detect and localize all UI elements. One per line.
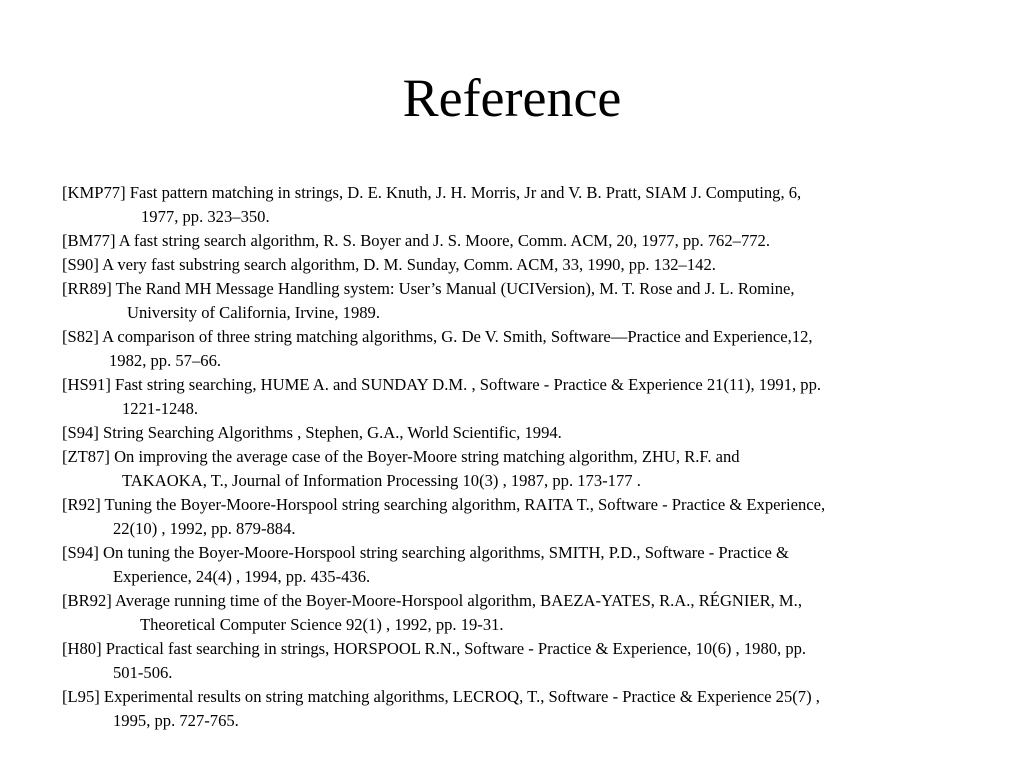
- reference-item: [62, 445, 992, 493]
- reference-line: [HS91] Fast string searching, HUME A. and SUNDAY D.M. , Software - Practice & Experience 21(11), 1991, pp.: [62, 375, 822, 394]
- reference-continuation: 1977, pp. 323–350.: [141, 207, 270, 226]
- reference-item: [62, 325, 992, 373]
- reference-line: [BR92] Average running time of the Boyer-Moore-Horspool algorithm, BAEZA-YATES, R.A., RÉGNIER, M.,: [62, 591, 802, 610]
- reference-item: [62, 589, 992, 637]
- reference-continuation: 1982, pp. 57–66.: [109, 351, 222, 370]
- reference-item: [62, 637, 992, 685]
- reference-continuation: University of California, Irvine, 1989.: [127, 303, 380, 322]
- reference-item: [62, 229, 992, 253]
- reference-line: [H80] Practical fast searching in strings, HORSPOOL R.N., Software - Practice & Experience, 10(6) , 1980, pp.: [62, 639, 807, 658]
- reference-item: [62, 373, 992, 421]
- reference-line: [ZT87] On improving the average case of the Boyer-Moore string matching algorithm, ZHU, R.F. and: [62, 447, 740, 466]
- reference-continuation: 1995, pp. 727-765.: [113, 711, 239, 730]
- reference-line: [L95] Experimental results on string matching algorithms, LECROQ, T., Software - Practice & Experience 25(7) ,: [62, 687, 820, 706]
- reference-continuation: Theoretical Computer Science 92(1) , 1992, pp. 19-31.: [140, 615, 504, 634]
- reference-item: [62, 181, 992, 229]
- reference-line: [R92] Tuning the Boyer-Moore-Horspool string searching algorithm, RAITA T., Software - Practice & Experience,: [62, 495, 826, 514]
- reference-line: [S90] A very fast substring search algorithm, D. M. Sunday, Comm. ACM, 33, 1990, pp. 132–142.: [62, 255, 716, 274]
- reference-item: [62, 493, 992, 541]
- reference-line: [BM77] A fast string search algorithm, R. S. Boyer and J. S. Moore, Comm. ACM, 20, 1977, pp. 762–772.: [62, 231, 770, 250]
- reference-line: [S82] A comparison of three string matching algorithms, G. De V. Smith, Software—Practice and Experience,12,: [62, 327, 813, 346]
- reference-line: [S94] On tuning the Boyer-Moore-Horspool string searching algorithms, SMITH, P.D., Software - Practice &: [62, 543, 789, 562]
- reference-line: [S94] String Searching Algorithms , Stephen, G.A., World Scientific, 1994.: [62, 423, 562, 442]
- reference-continuation: 22(10) , 1992, pp. 879-884.: [113, 519, 296, 538]
- reference-item: [62, 541, 992, 589]
- reference-continuation: 1221-1248.: [122, 399, 199, 418]
- reference-item: [62, 421, 992, 445]
- reference-line: [RR89] The Rand MH Message Handling system: User’s Manual (UCIVersion), M. T. Rose and J. L. Romine,: [62, 279, 795, 298]
- reference-item: [62, 253, 992, 277]
- reference-line: [KMP77] Fast pattern matching in strings, D. E. Knuth, J. H. Morris, Jr and V. B. Pratt, SIAM J. Computing, 6,: [62, 183, 802, 202]
- reference-item: [62, 277, 992, 325]
- reference-continuation: TAKAOKA, T., Journal of Information Processing 10(3) , 1987, pp. 173-177 .: [122, 471, 641, 490]
- reference-list: [62, 181, 992, 733]
- reference-continuation: 501-506.: [113, 663, 173, 682]
- reference-item: [62, 685, 992, 733]
- reference-continuation: Experience, 24(4) , 1994, pp. 435-436.: [113, 567, 371, 586]
- slide-title: Reference: [402, 68, 622, 128]
